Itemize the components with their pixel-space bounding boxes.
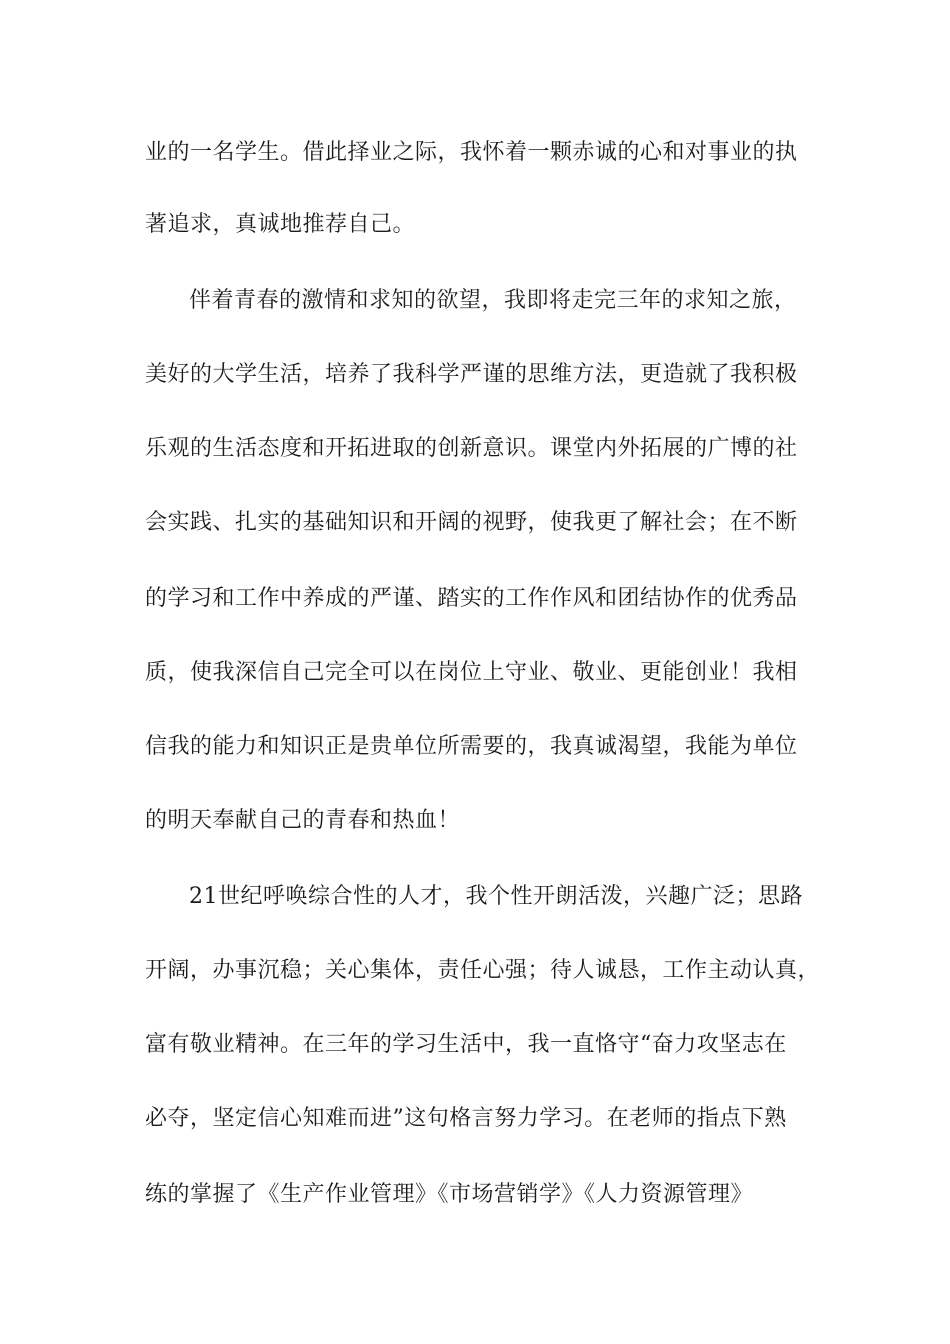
paragraph-line: 的明天奉献自己的青春和热血！ xyxy=(145,808,461,833)
paragraph-line: 质，使我深信自己完全可以在岗位上守业、敬业、更能创业！我相 xyxy=(145,660,798,685)
paragraph-line: 乐观的生活态度和开拓进取的创新意识。课堂内外拓展的广博的社 xyxy=(145,436,798,461)
paragraph-line: 会实践、扎实的基础知识和开阔的视野，使我更了解社会；在不断 xyxy=(145,510,798,535)
paragraph-line: 的学习和工作中养成的严谨、踏实的工作作风和团结协作的优秀品 xyxy=(145,586,798,611)
paragraph-line: 著追求，真诚地推荐自己。 xyxy=(145,212,416,237)
paragraph-line: 开阔，办事沉稳；关心集体，责任心强；待人诚恳，工作主动认真， xyxy=(145,958,821,983)
paragraph-line: 信我的能力和知识正是贵单位所需要的，我真诚渴望，我能为单位 xyxy=(145,734,798,759)
paragraph-line: 富有敬业精神。在三年的学习生活中，我一直恪守“奋力攻坚志在 xyxy=(145,1032,787,1057)
paragraph-line: 美好的大学生活，培养了我科学严谨的思维方法，更造就了我积极 xyxy=(145,362,798,387)
paragraph-line: 21世纪呼唤综合性的人才，我个性开朗活泼，兴趣广泛；思路 xyxy=(189,884,803,909)
paragraph-line: 伴着青春的激情和求知的欲望，我即将走完三年的求知之旅， xyxy=(189,288,797,313)
paragraph-line: 练的掌握了《生产作业管理》《市场营销学》《人力资源管理》 xyxy=(145,1182,754,1207)
paragraph-line: 必夺，坚定信心知难而进”这句格言努力学习。在老师的指点下熟 xyxy=(145,1106,787,1131)
paragraph-line: 业的一名学生。借此择业之际，我怀着一颗赤诚的心和对事业的执 xyxy=(145,140,798,165)
